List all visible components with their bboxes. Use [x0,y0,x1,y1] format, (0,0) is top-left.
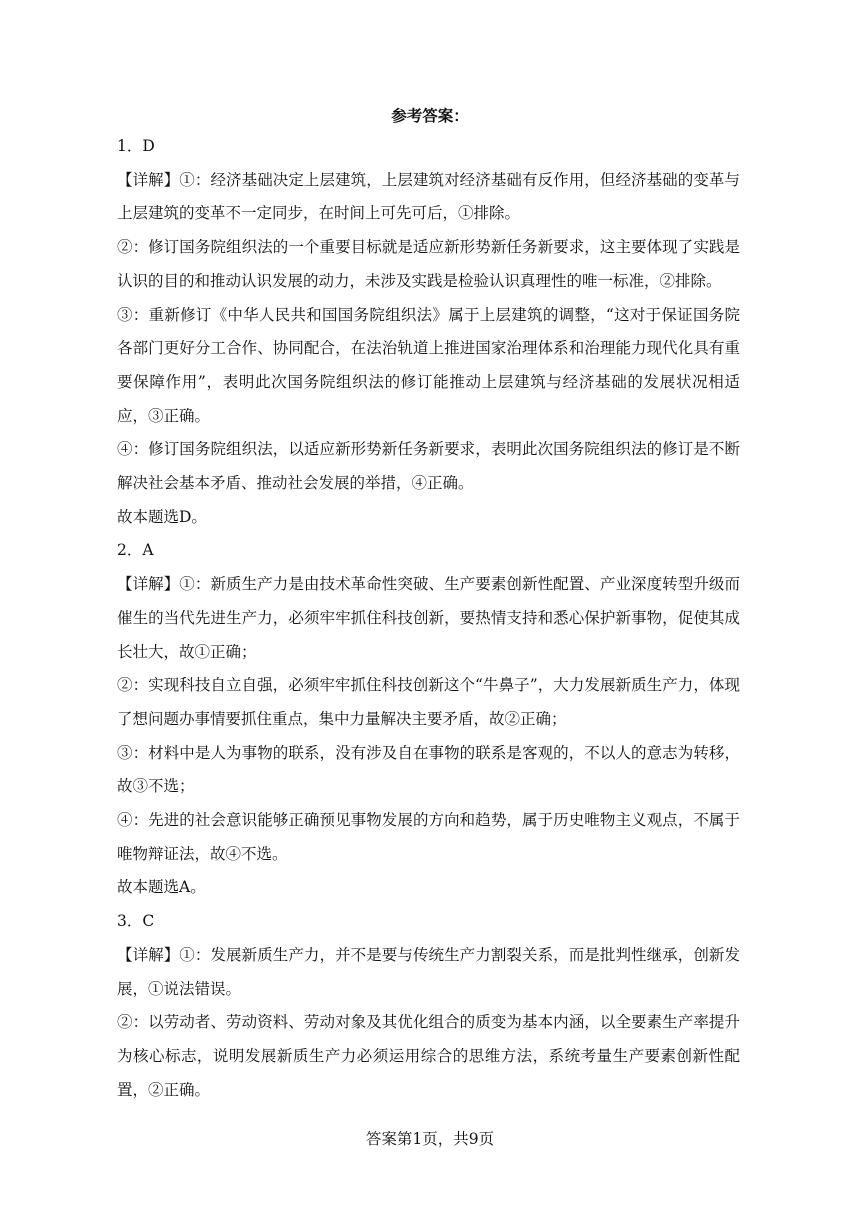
explanation-paragraph: ②：以劳动者、劳动资料、劳动对象及其优化组合的质变为基本内涵，以全要素生产率提升为核心标志，说明发展新质生产力必须运用综合的思维方法，系统考量生产要素创新性配置，②正确。 [117,1013,740,1099]
answer-number: 2．A [117,541,154,560]
explanation-paragraph: 【详解】①：发展新质生产力，并不是要与传统生产力割裂关系，而是批判性继承，创新发展，①说法错误。 [117,945,740,998]
explanation-paragraph: 【详解】①：经济基础决定上层建筑，上层建筑对经济基础有反作用，但经济基础的变革与上层建筑的变革不一定同步，在时间上可先可后，①排除。 [117,170,740,223]
explanation-paragraph: 【详解】①：新质生产力是由技术革命性突破、生产要素创新性配置、产业深度转型升级而催生的当代先进生产力，必须牢牢抓住科技创新，要热情支持和悉心保护新事物，促使其成长壮大，故①正确； [117,575,740,661]
conclusion-line: 故本题选D。 [117,507,207,526]
page-footer: 答案第1页，共9页 [365,1130,495,1148]
conclusion-line: 故本题选A。 [117,878,206,897]
answer-number: 1．D [117,137,155,155]
explanation-paragraph: ③：重新修订《中华人民共和国国务院组织法》属于上层建筑的调整，“这对于保证国务院各部门更好分工合作、协同配合，在法治轨道上推进国家治理体系和治理能力现代化具有重要保障作用”，表明此次国务院组织法的修订能推动上层建筑与经济基础的发展状况相适应，③正确。 [117,305,740,425]
answer-body [117,130,740,1107]
answer-number: 3．C [117,912,155,931]
explanation-paragraph: ④：修订国务院组织法，以适应新形势新任务新要求，表明此次国务院组织法的修订是不断解决社会基本矛盾、推动社会发展的举措，④正确。 [117,440,740,493]
explanation-paragraph: ②：修订国务院组织法的一个重要目标就是适应新形势新任务新要求，这主要体现了实践是认识的目的和推动认识发展的动力，未涉及实践是检验认识真理性的唯一标准，②排除。 [117,238,740,290]
explanation-paragraph: ④：先进的社会意识能够正确预见事物发展的方向和趋势，属于历史唯物主义观点，不属于唯物辩证法，故④不选。 [117,811,740,863]
explanation-paragraph: ③：材料中是人为事物的联系，没有涉及自在事物的联系是客观的，不以人的意志为转移，故③不选； [117,743,740,796]
page-title: 参考答案： [391,106,469,125]
explanation-paragraph: ②：实现科技自立自强，必须牢牢抓住科技创新这个“牛鼻子”，大力发展新质生产力，体现了想问题办事情要抓住重点，集中力量解决主要矛盾，故②正确； [117,676,740,728]
